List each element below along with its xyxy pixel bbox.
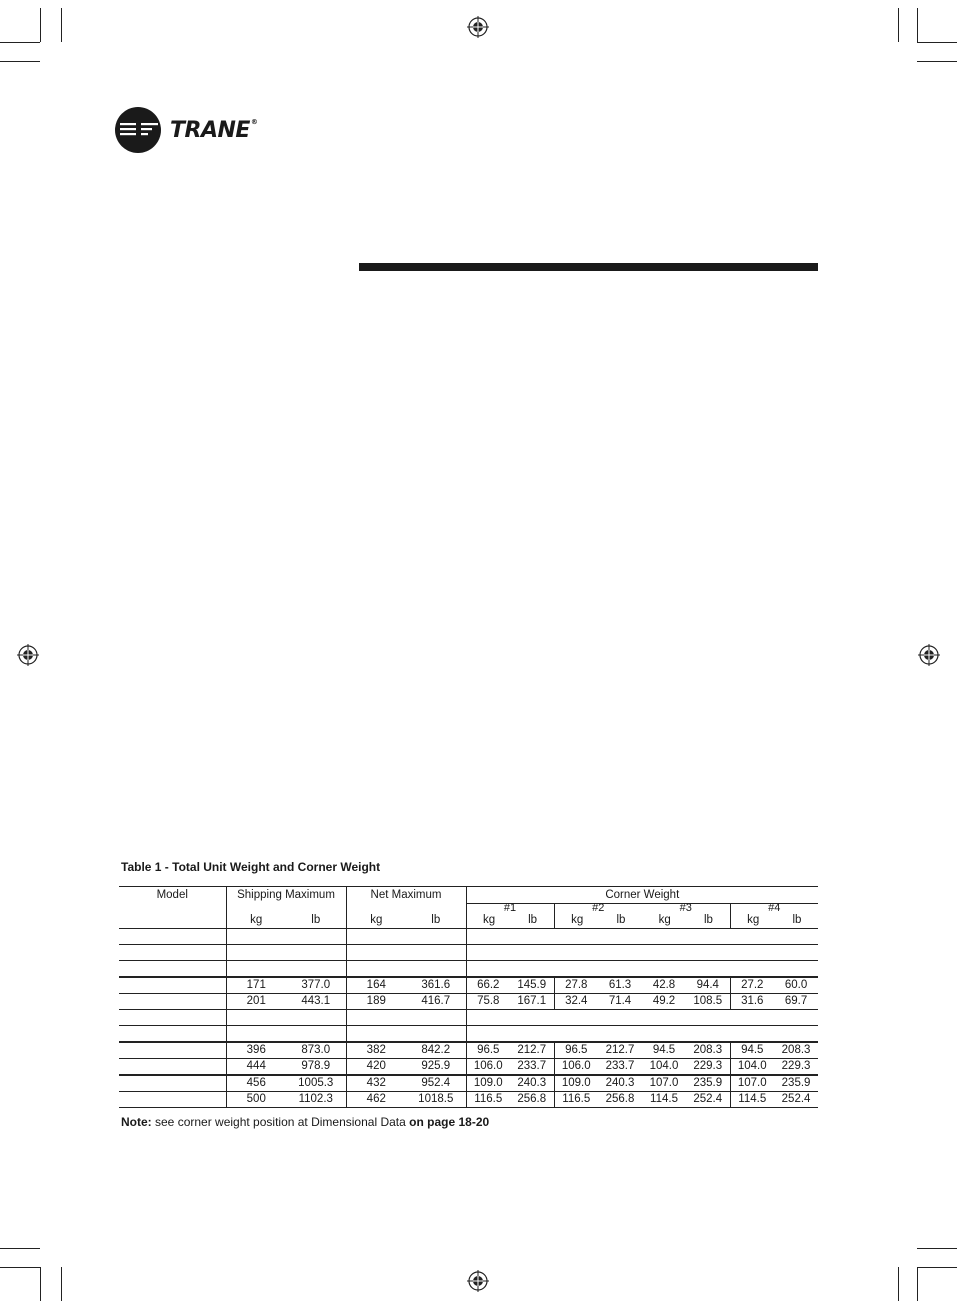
header-kg: kg <box>658 914 671 926</box>
table-cell: 107.0 <box>642 1075 686 1092</box>
note-page-ref: on page 18-20 <box>409 1115 490 1129</box>
table-row <box>119 929 818 945</box>
table-cell <box>466 1010 818 1026</box>
table-cell: 94.4 <box>686 977 730 994</box>
table-cell: 978.9 <box>286 1059 346 1076</box>
table-cell: 42.8 <box>642 977 686 994</box>
table-cell: 61.3 <box>598 977 642 994</box>
table-cell <box>466 1026 818 1043</box>
weight-table <box>119 886 818 1108</box>
registration-mark-icon <box>467 16 489 38</box>
model-cell <box>119 994 226 1010</box>
header-net: Net Maximum <box>346 887 466 904</box>
registration-mark-icon <box>17 644 39 666</box>
table-cell: 212.7 <box>510 1042 554 1059</box>
registration-mark-icon <box>467 1270 489 1292</box>
table-note <box>121 1115 489 1129</box>
header-lb: lb <box>792 914 802 926</box>
table-cell: 60.0 <box>774 977 818 994</box>
table-cell <box>346 945 406 961</box>
header-lb: lb <box>703 914 713 926</box>
table-cell <box>406 1010 466 1026</box>
table-row <box>119 1075 818 1092</box>
table-cell <box>286 961 346 978</box>
table-cell: 107.0 <box>730 1075 774 1092</box>
crop-mark <box>40 1267 41 1301</box>
table-cell: 252.4 <box>686 1092 730 1108</box>
crop-mark <box>898 1267 899 1301</box>
crop-mark <box>917 1248 957 1249</box>
table-cell: 104.0 <box>642 1059 686 1076</box>
corner-2-label: #2 <box>592 902 605 914</box>
corner-2-header <box>554 904 642 929</box>
header-lb: lb <box>406 904 466 929</box>
crop-mark <box>40 8 41 42</box>
table-cell <box>346 1026 406 1043</box>
table-cell <box>346 961 406 978</box>
crop-mark <box>898 8 899 42</box>
table-cell: 252.4 <box>774 1092 818 1108</box>
table-cell <box>226 961 286 978</box>
corner-4-header <box>730 904 818 929</box>
table-cell: 189 <box>346 994 406 1010</box>
model-cell <box>119 1042 226 1059</box>
table-cell <box>406 945 466 961</box>
table-cell <box>346 1010 406 1026</box>
table-cell: 145.9 <box>510 977 554 994</box>
table-row <box>119 1010 818 1026</box>
table-cell: 1018.5 <box>406 1092 466 1108</box>
table-cell: 212.7 <box>598 1042 642 1059</box>
crop-mark <box>0 1248 40 1249</box>
table-cell: 201 <box>226 994 286 1010</box>
table-cell: 31.6 <box>730 994 774 1010</box>
table-cell: 361.6 <box>406 977 466 994</box>
table-cell: 69.7 <box>774 994 818 1010</box>
model-cell <box>119 1075 226 1092</box>
table-cell: 94.5 <box>730 1042 774 1059</box>
table-cell: 94.5 <box>642 1042 686 1059</box>
table-cell <box>286 1026 346 1043</box>
note-label: Note: <box>121 1115 152 1129</box>
table-cell: 377.0 <box>286 977 346 994</box>
table-cell: 256.8 <box>510 1092 554 1108</box>
table-cell: 229.3 <box>686 1059 730 1076</box>
crop-mark <box>0 61 40 62</box>
table-row <box>119 945 818 961</box>
table-row <box>119 1092 818 1108</box>
model-cell <box>119 1026 226 1043</box>
table-cell <box>406 929 466 945</box>
model-cell <box>119 961 226 978</box>
table-cell: 75.8 <box>466 994 510 1010</box>
table-row <box>119 977 818 994</box>
header-kg: kg <box>346 904 406 929</box>
table-cell: 240.3 <box>598 1075 642 1092</box>
table-cell: 114.5 <box>730 1092 774 1108</box>
table-cell: 444 <box>226 1059 286 1076</box>
table-row <box>119 1059 818 1076</box>
table-cell: 873.0 <box>286 1042 346 1059</box>
trane-logo-icon <box>114 106 162 154</box>
corner-4-label: #4 <box>768 902 781 914</box>
brand-name-text: TRANE <box>170 117 250 143</box>
table-cell: 420 <box>346 1059 406 1076</box>
model-cell <box>119 929 226 945</box>
table-cell: 96.5 <box>466 1042 510 1059</box>
table-cell: 109.0 <box>554 1075 598 1092</box>
table-header-row <box>119 887 818 904</box>
table-row <box>119 1026 818 1043</box>
table-cell: 416.7 <box>406 994 466 1010</box>
table-cell: 842.2 <box>406 1042 466 1059</box>
table-cell <box>466 945 818 961</box>
table-cell: 171 <box>226 977 286 994</box>
header-shipping: Shipping Maximum <box>226 887 346 904</box>
corner-3-header <box>642 904 730 929</box>
header-kg: kg <box>571 914 584 926</box>
table-cell: 233.7 <box>510 1059 554 1076</box>
crop-mark <box>917 1267 957 1268</box>
table-cell: 382 <box>346 1042 406 1059</box>
registered-mark: ® <box>250 117 258 126</box>
corner-1-header <box>466 904 554 929</box>
crop-mark <box>917 1267 918 1301</box>
trane-logo <box>114 106 257 154</box>
table-cell: 104.0 <box>730 1059 774 1076</box>
table-cell <box>286 945 346 961</box>
header-kg: kg <box>482 914 496 926</box>
model-cell <box>119 1010 226 1026</box>
table-cell: 116.5 <box>554 1092 598 1108</box>
crop-mark <box>917 42 957 43</box>
table-caption: Table 1 - Total Unit Weight and Corner Weight <box>121 860 381 874</box>
table-cell: 109.0 <box>466 1075 510 1092</box>
table-cell <box>286 929 346 945</box>
table-cell <box>346 929 406 945</box>
crop-mark <box>0 1267 40 1268</box>
table-cell: 49.2 <box>642 994 686 1010</box>
table-cell <box>226 945 286 961</box>
table-subheader-row <box>119 904 818 929</box>
table-cell: 116.5 <box>466 1092 510 1108</box>
registration-mark-icon <box>918 644 940 666</box>
table-cell: 235.9 <box>686 1075 730 1092</box>
table-cell: 164 <box>346 977 406 994</box>
table-cell: 66.2 <box>466 977 510 994</box>
table-cell: 952.4 <box>406 1075 466 1092</box>
table-cell: 27.2 <box>730 977 774 994</box>
header-lb: lb <box>528 914 538 926</box>
table-cell: 432 <box>346 1075 406 1092</box>
table-body <box>119 929 818 1108</box>
model-cell <box>119 1059 226 1076</box>
table-cell: 27.8 <box>554 977 598 994</box>
crop-mark <box>0 42 40 43</box>
crop-mark <box>917 8 918 42</box>
table-cell: 233.7 <box>598 1059 642 1076</box>
table-cell: 114.5 <box>642 1092 686 1108</box>
table-row <box>119 994 818 1010</box>
table-cell <box>406 1026 466 1043</box>
model-cell <box>119 945 226 961</box>
crop-mark <box>61 1267 62 1301</box>
table-cell: 443.1 <box>286 994 346 1010</box>
table-cell: 208.3 <box>774 1042 818 1059</box>
brand-name <box>170 118 257 143</box>
model-cell <box>119 977 226 994</box>
table-cell: 396 <box>226 1042 286 1059</box>
table-cell <box>286 1010 346 1026</box>
table-row <box>119 961 818 978</box>
section-rule <box>359 263 818 271</box>
crop-mark <box>61 8 62 42</box>
table-cell <box>226 1026 286 1043</box>
table-cell: 500 <box>226 1092 286 1108</box>
table-cell: 925.9 <box>406 1059 466 1076</box>
table-cell: 96.5 <box>554 1042 598 1059</box>
table-cell <box>466 961 818 978</box>
table-cell <box>466 929 818 945</box>
table-cell <box>226 1010 286 1026</box>
header-kg: kg <box>747 914 760 926</box>
table-cell: 462 <box>346 1092 406 1108</box>
table-cell: 32.4 <box>554 994 598 1010</box>
table-cell <box>406 961 466 978</box>
table-cell: 106.0 <box>466 1059 510 1076</box>
table-cell: 229.3 <box>774 1059 818 1076</box>
table-cell: 108.5 <box>686 994 730 1010</box>
header-kg: kg <box>226 904 286 929</box>
corner-3-label: #3 <box>679 902 692 914</box>
table-cell: 106.0 <box>554 1059 598 1076</box>
table-cell <box>226 929 286 945</box>
table-cell: 240.3 <box>510 1075 554 1092</box>
table-cell: 456 <box>226 1075 286 1092</box>
table-cell: 71.4 <box>598 994 642 1010</box>
header-blank <box>119 904 226 929</box>
header-lb: lb <box>286 904 346 929</box>
crop-mark <box>917 61 957 62</box>
table-cell: 235.9 <box>774 1075 818 1092</box>
table-cell: 256.8 <box>598 1092 642 1108</box>
model-cell <box>119 1092 226 1108</box>
corner-1-label: #1 <box>503 902 517 914</box>
table-cell: 208.3 <box>686 1042 730 1059</box>
table-cell: 1102.3 <box>286 1092 346 1108</box>
table-cell: 167.1 <box>510 994 554 1010</box>
table-cell: 1005.3 <box>286 1075 346 1092</box>
header-model: Model <box>119 887 226 904</box>
header-corner: Corner Weight <box>466 887 818 904</box>
header-lb: lb <box>616 914 626 926</box>
table-row <box>119 1042 818 1059</box>
note-text: see corner weight position at Dimensional Data <box>151 1115 410 1129</box>
